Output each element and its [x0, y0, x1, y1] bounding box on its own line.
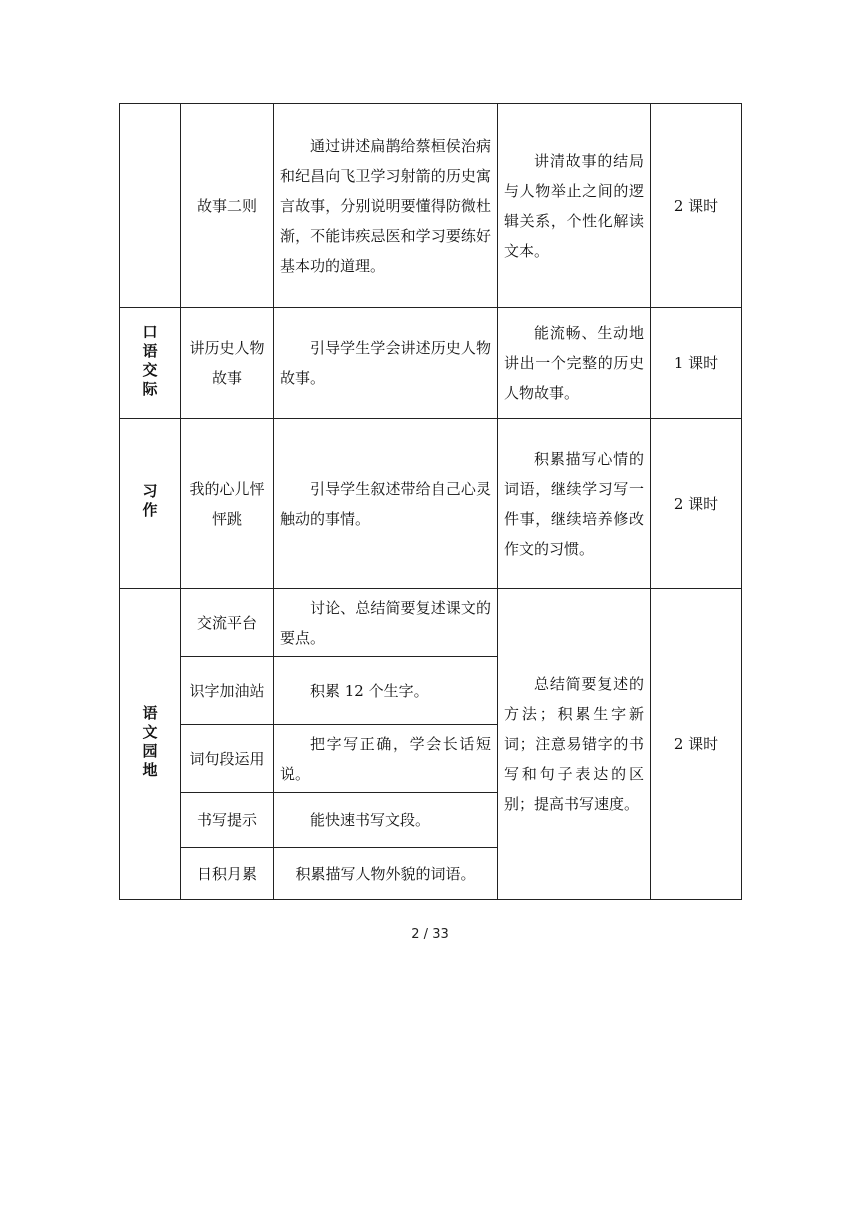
topic-cell: 词句段运用 — [181, 725, 274, 793]
topic-cell: 书写提示 — [181, 793, 274, 848]
total-pages: 33 — [432, 927, 449, 942]
goal-text: 讲清故事的结局与人物举止之间的逻辑关系，个性化解读文本。 — [504, 151, 644, 260]
description-cell — [274, 419, 498, 589]
description-text: 讨论、总结简要复述课文的要点。 — [280, 598, 491, 647]
goal-cell — [498, 104, 651, 308]
section-label: 语文园地 — [142, 703, 158, 779]
section-cell-empty — [120, 104, 181, 308]
description-cell — [274, 793, 498, 848]
description-text: 引导学生叙述带给自己心灵触动的事情。 — [280, 479, 491, 528]
section-label: 口语交际 — [142, 322, 158, 398]
section-cell-garden — [120, 589, 181, 900]
current-page: 2 — [411, 927, 420, 942]
description-text: 引导学生学会讲述历史人物故事。 — [280, 339, 491, 387]
table-row-story — [120, 104, 742, 308]
goal-cell — [498, 589, 651, 900]
description-cell — [274, 589, 498, 657]
description-cell — [274, 657, 498, 725]
page-separator: / — [423, 927, 429, 942]
hours-cell: 2 课时 — [651, 589, 742, 900]
section-label: 习作 — [142, 482, 158, 519]
description-text: 通过讲述扁鹊给蔡桓侯治病和纪昌向飞卫学习射箭的历史寓言故事，分别说明要懂得防微杜渐，不能讳疾忌医和学习要练好基本功的道理。 — [280, 136, 491, 275]
goal-text: 能流畅、生动地讲出一个完整的历史人物故事。 — [504, 324, 644, 402]
page-number — [0, 927, 860, 942]
description-text: 积累 12 个生字。 — [310, 681, 429, 700]
goal-text: 积累描写心情的词语，继续学习写一件事，继续培养修改作文的习惯。 — [504, 449, 644, 558]
table-row-garden-1 — [120, 589, 742, 657]
hours-cell: 2 课时 — [651, 419, 742, 589]
description-text: 把字写正确，学会长话短说。 — [280, 734, 491, 783]
hours-cell: 2 课时 — [651, 104, 742, 308]
topic-cell: 交流平台 — [181, 589, 274, 657]
goal-text: 总结简要复述的方法；积累生字新词；注意易错字的书写和句子表达的区别；提高书写速度。 — [504, 675, 644, 813]
description-cell — [274, 725, 498, 793]
description-cell — [274, 848, 498, 900]
topic-cell: 讲历史人物故事 — [181, 308, 274, 419]
description-text: 积累描写人物外貌的词语。 — [295, 864, 476, 883]
topic-cell: 日积月累 — [181, 848, 274, 900]
topic-cell: 我的心儿怦怦跳 — [181, 419, 274, 589]
teaching-plan-table — [119, 103, 742, 900]
table-row-writing — [120, 419, 742, 589]
hours-cell: 1 课时 — [651, 308, 742, 419]
description-cell — [274, 308, 498, 419]
topic-cell: 识字加油站 — [181, 657, 274, 725]
topic-cell: 故事二则 — [181, 104, 274, 308]
section-cell-oral — [120, 308, 181, 419]
goal-cell — [498, 419, 651, 589]
goal-cell — [498, 308, 651, 419]
description-text: 能快速书写文段。 — [310, 811, 431, 829]
section-cell-writing — [120, 419, 181, 589]
description-cell — [274, 104, 498, 308]
table-row-oral — [120, 308, 742, 419]
